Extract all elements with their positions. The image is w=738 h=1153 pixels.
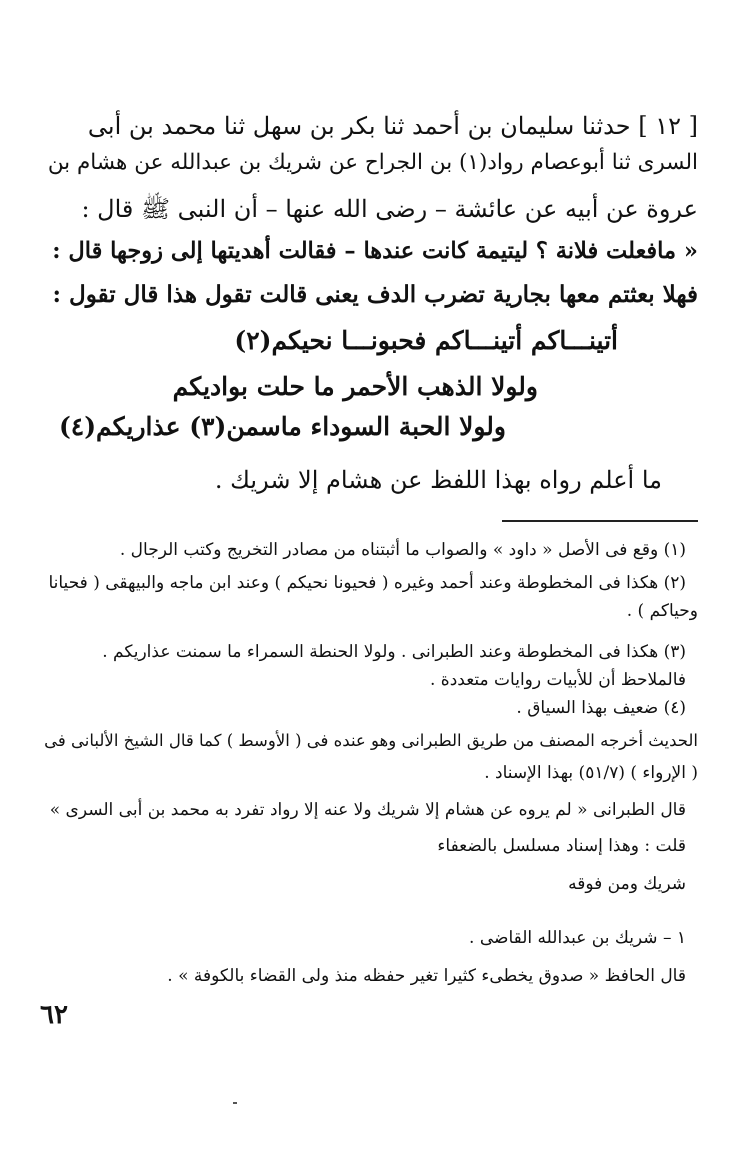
footnote-2: (٢) هكذا فى المخطوطة وعند أحمد وغيره ( فحيونا نحيكم ) وعند ابن ماجه والبيهقى ( فحيانا	[48, 573, 686, 593]
poem-verse-1: أتينـــاكم أتينـــاكم فحبونـــا نحيكم(٢)	[234, 326, 618, 355]
poem-verse-3: ولولا الحبة السوداء ماسمن(٣) عذاريكم(٤)	[58, 412, 506, 441]
hadith-line-1: [ ١٢ ] حدثنا سليمان بن أحمد ثنا بكر بن سهل ثنا محمد بن أبى	[87, 112, 698, 140]
footnote-hafiz-quote: قال الحافظ « صدوق يخطىء كثيرا تغير حفظه منذ ولى القضاء بالكوفة » .	[167, 966, 686, 986]
hadith-line-3: عروة عن أبيه عن عائشة – رضى الله عنها – أن النبى ﷺ قال :	[81, 195, 698, 223]
closing-remark: ما أعلم رواه بهذا اللفظ عن هشام إلا شريك .	[214, 466, 662, 494]
hadith-line-5: فهلا بعثتم معها بجارية تضرب الدف يعنى قالت تقول هذا قال تقول :	[52, 281, 698, 308]
footnote-tabarani-quote: قال الطبرانى « لم يروه عن هشام إلا شريك ولا عنه إلا رواد تفرد به محمد بن أبى السرى »	[49, 800, 686, 820]
scan-speck	[233, 1102, 237, 1104]
footnote-isnad-note: قلت : وهذا إسناد مسلسل بالضعفاء	[437, 836, 686, 856]
poem-verse-2: ولولا الذهب الأحمر ما حلت بواديكم	[172, 372, 538, 401]
hadith-line-4: « مافعلت فلانة ؟ ليتيمة كانت عندها – فقالت أهديتها إلى زوجها قال :	[52, 238, 698, 264]
footnote-4: (٤) ضعيف بهذا السياق .	[516, 698, 686, 718]
footnote-separator	[502, 520, 698, 522]
footnote-sharik-above: شريك ومن فوقه	[568, 874, 686, 894]
hadith-line-2: السرى ثنا أبوعصام رواد(١) بن الجراح عن شريك بن عبدالله عن هشام بن	[47, 150, 698, 175]
footnote-3: (٣) هكذا فى المخطوطة وعند الطبرانى . ولولا الحنطة السمراء ما سمنت عذاريكم .	[102, 642, 686, 662]
footnote-2-cont: وحياكم ) .	[626, 601, 698, 621]
footnote-3-note: فالملاحظ أن للأبيات روايات متعددة .	[430, 670, 686, 690]
page-number: ٦٢	[40, 1000, 68, 1030]
footnote-takhrij-1: الحديث أخرجه المصنف من طريق الطبرانى وهو عنده فى ( الأوسط ) كما قال الشيخ الألبانى فى	[44, 731, 698, 750]
footnote-narrator-1: ١ – شريك بن عبدالله القاضى .	[469, 928, 686, 948]
footnote-takhrij-2: ( الإرواء ) (٥١/٧) بهذا الإسناد .	[484, 763, 698, 783]
footnote-1: (١) وقع فى الأصل « داود » والصواب ما أثبتناه من مصادر التخريج وكتب الرجال .	[119, 540, 686, 560]
